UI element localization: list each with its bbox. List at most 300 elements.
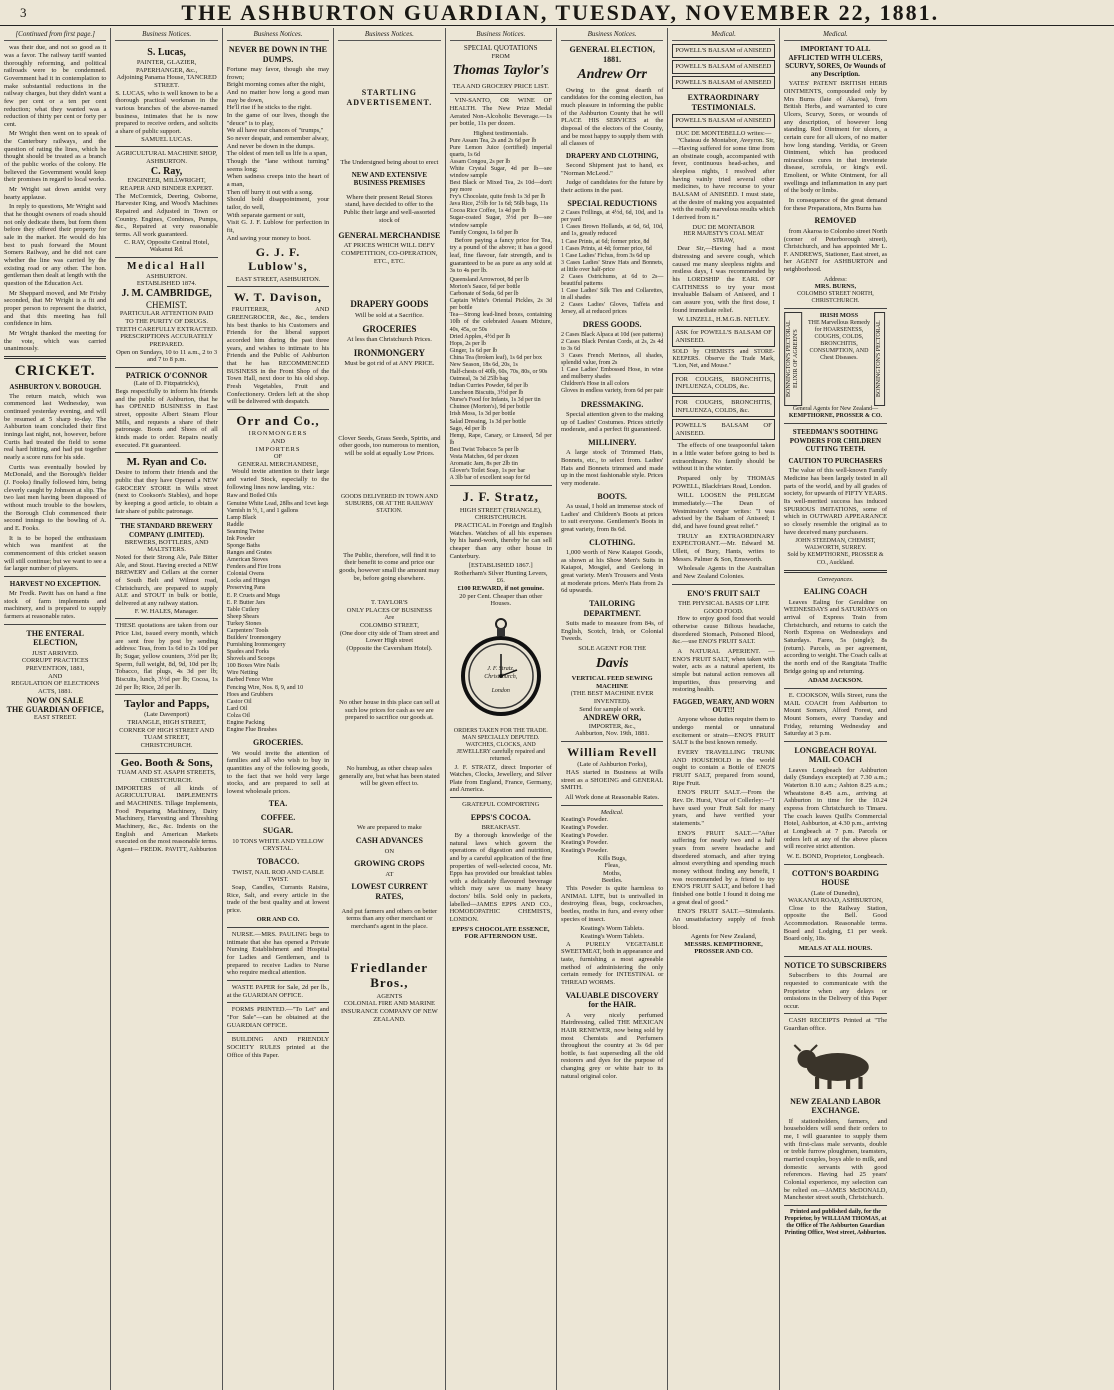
irish-moss: IRISH MOSS — [819, 312, 859, 320]
price-item: New Season, 18s 6d, 20s, 1s — [449, 361, 518, 368]
advert-body: THESE quotations are taken from our Price List, issued every month, which are sent free by post by sending address: Teas, from 1s 6d to 2s 10d per lb; Sugar, yellow counters, 3½d per lb; Sperm, full weight, 8d, 9d, 10d per lb; Tobacco, flat plugs, 4s 3d per lb; Biscuits, lunch, 3½d per lb; Cocoa, 1s 2d per lb; Rice, 2d per lb. — [115, 622, 218, 691]
groceries-body: We would invite the attention of families and all who wish to buy in quantities any of the following goods, to the fact that we hold very large stocks, and are prepared to sell at lowest wholesale prices. — [226, 749, 330, 795]
taylor-line: (Opposite the Caversham Hotel). — [346, 644, 433, 652]
drapery-heading: DRAPERY GOODS — [350, 299, 429, 310]
orr-body: Would invite attention to their large and varied Stock, especially to the following lines now landing, viz.: — [226, 468, 330, 491]
price-item: Salad Dressing, 1s 3d per bottle — [449, 418, 526, 425]
grateful-line: GRATEFUL COMFORTING — [462, 801, 540, 809]
price-item: Fry's Chocolate, quite fresh 1s 3d per lb — [449, 194, 546, 201]
keating-line: Keating's Powder. — [560, 816, 608, 824]
poem-line: Then off hurry it out with a song. — [226, 188, 314, 196]
taylor-line: T. TAYLOR'S — [371, 598, 408, 606]
advert-line: PAINTER, GLAZIER, PAPERHANGER, &c., — [136, 59, 198, 74]
column-2 — [111, 28, 222, 1390]
kempthorne-line: KEMPTHORNE, PROSSER & CO. — [788, 413, 883, 420]
cottons-heading: COTTON'S BOARDING HOUSE — [791, 868, 880, 888]
election-line: REGULATION OF ELECTIONS ACTS, 1881. — [11, 680, 100, 695]
proprietor-line: Prepared only by THOMAS POWELL, Blackfriars Road, London. — [672, 475, 775, 490]
rates-heading: LOWEST CURRENT RATES, — [351, 882, 428, 901]
dressmaking-heading: DRESSMAKING. — [580, 399, 644, 409]
harvest-paragraph: Mr Fredk. Pavitt has on hand a fine stock of farm implements and machinery, and is prepared to supply farmers at reasonable rates. — [4, 590, 107, 621]
price-item: Sugar-coated Sugar, 3½d per lb—see window sample — [449, 215, 552, 229]
orr-list-item: Castor Oil — [226, 698, 252, 705]
valuable-heading: VALUABLE DISCOVERY for the HAIR. — [565, 990, 659, 1010]
boots-heading: BOOTS. — [597, 491, 627, 501]
poem-line: With separate garment or suit, — [226, 211, 306, 219]
price-item: Indian Curries Powder, 6d per lb — [449, 383, 528, 390]
farmers-line: And put farmers and others on better terms than any other merchant or merchant's agent in the place. — [341, 907, 438, 930]
yates-body: YATES' PATENT BRITISH HERB OINTMENTS, compounded only by Mrs Burns (late of Akaroa), from British Herbs, and warranted to cure Ulcers, Scurvy, Sores, or wounds of any description, of however long standing. Red Ointment for ulcers, a certain cure for all ulcers, of no matter how long standing. Veridia, or Green Ointment, which has produced miraculous cures in that inveterate disease, scrofula, or king's evil. Emolient, or White Ointment, for all swellings and inflammation in any part of the body or limbs. — [783, 80, 888, 195]
price-item: A 3lb bar of excellent soap for 6d — [449, 475, 531, 482]
price-item: Carbonate of Soda, 6d per lb — [449, 291, 519, 298]
cricket-heading: CRICKET. — [14, 362, 96, 379]
from-line: FROM — [491, 52, 510, 60]
price-item: Irish Moss, 1s 3d per bottle — [449, 411, 516, 418]
orr-list-item: Lard Oil — [226, 705, 248, 712]
reduction-item: 1 Case Prints, at 6d; former price, 8d — [560, 238, 650, 245]
conseq-line: In consequence of the great demand for these Preparations, Mrs Burns has — [783, 197, 888, 212]
election-heading: GENERAL ELECTION, 1881. — [569, 45, 655, 64]
advert-line: BREWERS, BOTTLERS, AND MALTSTERS. — [124, 538, 209, 554]
special-heading: SPECIAL QUOTATIONS — [463, 44, 538, 53]
eno-body: How to enjoy good food that would otherwise cause Bilious headache, disordered Stomach, Poisoned Blood, &c.—use ENO'S FRUIT SALT. — [672, 615, 775, 646]
tobacco-line: TWIST, NAIL ROD AND CABLE TWIST. — [232, 868, 324, 884]
sold-by: Sold by KEMPTHORNE, PROSSER & CO., Auckland. — [787, 552, 884, 566]
price-item: Nurse's Food for Infants, 1s 3d per tin — [449, 397, 541, 404]
marvellous-line: THE Marvellous Remedy for HOARSENESS, COUGHS, COLDS, BRONCHITIS, CONSUMPTION, AND Chest Diseases. — [807, 319, 870, 362]
cricket-subheading: ASHBURTON V. BOROUGH. — [9, 382, 101, 391]
orr-list-item: Carpenters' Tools — [226, 627, 269, 634]
advert-line: AGRICULTURAL MACHINE SHOP, ASHBURTON. — [116, 150, 217, 165]
notice-heading: NOTICE TO SUBSCRIBERS — [784, 960, 887, 970]
advert-body: S. LUCAS, who is well known to be a thorough practical workman in the various branches of the above-named business, intimates that he is now prepared to receive orders, and solicits a share of public support. — [115, 89, 218, 135]
natural-body: A NATURAL APERIENT. — ENO'S FRUIT SALT, when taken with water, acts as a natural aperient, its simple but natural action removes all impurities, thus preserving and restoring health. — [672, 648, 775, 694]
price-item: Vesta Matches, 6d per dozen — [449, 453, 519, 460]
on-line: ON — [384, 847, 395, 855]
advert-line: CHRISTCHURCH. — [140, 741, 193, 749]
orr-list-item: Turkey Stones — [226, 620, 262, 627]
steedman-heading: STEEDMAN'S SOOTHING POWDERS FOR CHILDREN CUTTING TEETH. — [789, 428, 882, 453]
bonnington-box — [784, 312, 887, 406]
steedman-sign: JOHN STEEDMAN, CHEMIST, WALWORTH, SURREY. — [795, 538, 876, 552]
dress-item: 1 Case Ladies' Embossed Hose, in wine and mulberry shades — [560, 367, 664, 381]
davis-sub: (THE BEST MACHINE EVER INVENTED). — [570, 690, 654, 706]
epps-heading: EPPS'S COCOA. — [470, 812, 531, 822]
price-item: Dried Apples, 4½d per lb — [449, 333, 511, 340]
tailoring-body: Suits made to measure from 84s, of English, Scotch, Irish, or Colonial Tweeds. — [560, 619, 664, 643]
boots-body: As usual, I hold an immense stock of Ladies' and Children's Boots at prices to suit everyone. Gentlemen's Boots in great variety, from 8s 6d. — [560, 503, 664, 534]
dress-item: Children's Hose in all colors — [560, 381, 630, 388]
orr-line: IMPORTERS — [255, 445, 301, 453]
stimulants-body: ENO'S FRUIT SALT.—Stimulants. An unsatisfactory supply of fresh blood. — [672, 908, 775, 931]
price-item: Best Black or Mixed Tea, 2s 10d—don't pay more — [449, 180, 552, 194]
pocket-watch-icon — [455, 614, 547, 722]
column-head: [Continued from first page.] — [4, 28, 106, 41]
poem-line: When sadness creeps into the heart of a man, — [226, 173, 330, 188]
price-item: Sago, 4d per lb — [449, 425, 486, 432]
agents-head: Wholesale Agents in the Australian and New Zealand Colonies. — [672, 565, 775, 580]
drapery-clothing: DRAPERY AND CLOTHING, — [566, 151, 659, 160]
andrew-body: Owing to the great dearth of candidates for the coming election, has much pleasure in informing the public of the Ashburton County that he will PLACE HIS SERVICES at the disposal of the electors of the County, and be most happy to supply them with all classes of — [560, 86, 664, 148]
lady-body: Dear Sir,—Having had a most distressing and severe cough, which caused me many sleepless nights and restless days, I was recommended by his LORDSHIP the EARL OF CAITHNESS to try your most invaluable Balsam of Aniseed, and I can assure you, with the first dose, I found immediate relief. — [672, 245, 775, 314]
conveyances-heading: Conveyances. — [817, 575, 854, 583]
valuable-body: A very nicely perfumed Hairdressing, called THE MEXICAN HAIR RENEWER, now being sold by most Chemists and Perfumers throughout the country at 3s 6d per bottle, is fast superseding all the old restorers and dyes for the purpose of changing grey or white hair to its natural original color. — [560, 1011, 664, 1080]
orr-list-item: 100 Boxes Wire Nails — [226, 663, 280, 670]
powell-line: POWELL'S BALSAM of ANISEED — [672, 60, 774, 74]
watch-side-left: MAN SPECIALLY DEPUTED. — [462, 735, 540, 742]
column-head: Business Notices. — [115, 28, 217, 41]
eno-sub: GOOD FOOD. — [703, 607, 744, 615]
orr-list-item: Fencing Wire, Nos. 8, 9, and 10 — [226, 684, 304, 691]
breakfast-line: BREAKFAST. — [481, 824, 521, 832]
stock-line: Send for sample of work. — [579, 705, 646, 713]
longbeach-heading: LONGBEACH ROYAL MAIL COACH — [794, 745, 877, 765]
burns-name: MRS. BURNS, — [814, 283, 857, 291]
longbeach-body: Leaves Longbeach for Ashburton daily (Sundays excepted) at 7.30 a.m.; Waterton 8.10 a.m.; Ashton 8.25 a.m.; Wheatstone 8.45 a.m., arriving at Ashburton in time for the 10.24 express from Christchurch to Timaru. The coach leaves Quill's Commercial Hotel, Ashburton, at 4.30 p.m., arriving at Longbeach at 7 p.m. Parcels or orders left at any of the above places will receive strict attention. — [783, 766, 888, 851]
vin-santo: VIN-SANTO, OR WINE OF HEALTH. The New Prize Medal Aerated Non-Alcoholic Beverage.—1s per bottle, 11s per dozen. — [449, 97, 552, 128]
orr-line: IRONMONGERS — [248, 430, 308, 438]
orr-list-item: Wire Netting — [226, 670, 259, 677]
election-line: NOW ON SALE — [26, 695, 84, 705]
cookson-body: E. COOKSON, Wills Street, runs the MAIL COACH from Ashburton to Mount Somers, Alford Forest, and Mount Somers, every Tuesday and Friday, returning Wednesday and Saturday at 3 p.m. — [783, 691, 888, 738]
kills-line: Fleas, — [604, 862, 620, 870]
worm-line: Keating's Worm Tablets. — [580, 925, 644, 933]
orr-list-item: Hoes and Grubbers — [226, 691, 274, 698]
advert-line: PRESCRIPTIONS ACCURATELY PREPARED. — [120, 333, 213, 349]
highest-line: Highest testimonials. — [473, 129, 529, 137]
advert-line: PARTICULAR ATTENTION PAID TO THE PURITY OF DRUGS. — [119, 310, 214, 326]
duc-line: DUC DE MONTEBELLO writes:— — [675, 129, 772, 137]
eno-sub: THE PHYSICAL BASIS OF LIFE — [677, 600, 770, 608]
advert-name: Medical Hall — [126, 260, 207, 272]
column-1 — [0, 28, 111, 1390]
clothing-body: 1,000 worth of New Kaiapoi Goods, as shown at his Show Men's Suits in Kaiapoi, Mosgiel, and Geelong in great variety. Men's Trousers and Vests at moderate prices. Men's Hats from 2s 6d upwards. — [560, 549, 664, 595]
advert-body: The McCormick, Deering, Osborne, Harvester King, and Wood's Machines Repaired and Adjusted in Town or Country. Engines, Combines, Pumps, &c., Repaired at very reasonable terms. All work guaranteed. — [115, 192, 218, 238]
friedlander-name: Friedlander Bros., — [350, 960, 429, 991]
kills-line: Moths, — [603, 869, 622, 877]
orr-list-item: Ranges and Grates — [226, 550, 272, 557]
powell-body: The effects of one teaspoonful taken in a little water before going to bed is extraordinary. No family should be without it in the winter. — [672, 442, 775, 473]
duc-sign: DUC DE MONTABOR — [692, 223, 755, 231]
millinery-body: A large stock of Trimmed Hats, Bonnets, etc., to select from. Ladies' Hats and Bonnets trimmed and made up in the most fashionable style. Prices very moderate. — [560, 449, 664, 487]
prices-line: AT PRICES WHICH WILL DEFY COMPETITION, CO-OPERATION, ETC., ETC. — [341, 242, 438, 265]
cottons-sub: (Late of Dunedin), — [811, 889, 860, 897]
orr-list-item: Genuine White Lead, 28lbs and 1cwt kegs — [226, 500, 329, 507]
price-item: Oatmeal, 3s 3d 25lb bag — [449, 376, 509, 383]
where-line: Where their present Retail Stores stand, have decided to offer to the Public their large and well-assorted stock of — [343, 193, 436, 224]
watch-side-left: ORDERS TAKEN FOR THE TRADE. — [453, 728, 548, 735]
price-item: Glover's Toilet Soap, 1s per bar — [449, 468, 526, 475]
orr-list-item: Shovels and Scoops — [226, 656, 275, 663]
groceries-line: At less than Christchurch Prices. — [346, 336, 432, 344]
drapery-line: Will be sold at a Sacrifice. — [355, 311, 424, 319]
orr-date: Ashburton, Nov. 19th, 1881. — [575, 730, 650, 738]
price-item: Ginger, 1s 6d per lb — [449, 347, 498, 354]
poem-line: He'll rise if he sticks to the right. — [226, 104, 312, 112]
ask-line: SOLD by CHEMISTS and STORE-KEEPERS. Observe the Trade Mark, "Lion, Net, and Mouse." — [672, 349, 775, 370]
lublow-name: G. J. F. Lublow's, — [248, 245, 308, 274]
worm-line: Keating's Worm Tablets. — [580, 933, 644, 941]
watch-label: London — [491, 688, 510, 695]
poem-line: So never despair, and remember alway, — [226, 135, 329, 143]
epps-body: By a thorough knowledge of the natural laws which govern the operations of digestion and nutrition, and by a careful application of the fine properties of well-selected cocoa, Mr. Epps has provided our breakfast tables with a delicately flavoured beverage which may save us many heavy doctors' bills. Sold only in packets, labelled—JAMES EPPS AND CO., HOMOEOPATHIC CHEMISTS, LONDON. — [449, 831, 552, 924]
stratz-cheaper: 20 per Cent. Cheaper than other Houses. — [459, 592, 543, 608]
column-head: Business Notices. — [227, 28, 329, 41]
stratz-established: [ESTABLISHED 1867.] — [468, 562, 533, 570]
phlegm-body: WILL LOOSEN the PHLEGM immediately.—The Dean of Westminster's verger writes: "I was advised by the Balsam of Aniseed; I did, and have found great relief." — [672, 492, 775, 531]
dress-item: 2 Cases Black Alpaca at 10d (see patterns) — [560, 331, 664, 338]
advert — [115, 453, 217, 519]
advert-line: ENGINEER, MILLWRIGHT, REAPER AND BINDER EXPERT. — [120, 177, 214, 193]
article-paragraph: was their due, and not so good as it was a favor. The railway tariff wanted thoroughly reforming, and political railroads were to be condemned. Government had it in contemplation to make substantial reductions in the railway charges, but they didn't want a few per cent or a ten per cent reduction; what they wanted was a reduction of thirty per cent or forty per cent. — [4, 44, 107, 128]
ask-line: ASK for POWELL'S BALSAM OF ANISEED. — [672, 326, 774, 347]
orr-list-item: Raw and Boiled Oils — [226, 493, 277, 500]
price-item: Cocoa Rice Coffee, 1s 4d per lb — [449, 208, 527, 215]
advert-line: ASHBURTON. — [146, 272, 188, 280]
article-paragraph: The return match, which was commenced last Wednesday, was continued yesterday evening, and will be resumed at 5 sharp to-day. The Ashburton team concluded their first innings last night, not, however, before Curtis had treated the field to some real hard hitting, and had put together nearly a score runs for his side. — [4, 392, 107, 462]
price-item: Aromatic Jam, 8s per 2lb tin — [449, 461, 518, 468]
agents-firm: MESSRS. KEMPTHORNE, PROSSER AND CO. — [684, 940, 763, 956]
groceries-heading: GROCERIES. — [252, 738, 303, 748]
price-item: Pure Lemon Juice (certified) imperial quarts, 1s 6d — [449, 144, 552, 158]
second-shipment: Second Shipment just to hand, ex "Norman McLeod." — [560, 162, 664, 177]
orr-sign: ANDREW ORR, — [583, 713, 642, 723]
article-paragraph: Mr Wright then went on to speak of the Canterbury railways, and the question of rating the lines, which he thought should be treated as a branch of the public works of the colony. He believed the Government would keep their promises in regard to local works. — [4, 130, 107, 184]
powell-aniseed: POWELL'S BALSAM OF ANISEED. — [672, 419, 774, 440]
price-item: China Tea (broken leaf), 1s 6d per box — [449, 354, 543, 361]
coffee-heading: COFFEE. — [260, 812, 296, 822]
column-head: Business Notices. — [338, 28, 440, 41]
agents-line: AGENTS — [376, 992, 403, 1000]
advert-body: Desire to inform their friends and the public that they have Opened a NEW GROCERY STORE in Wills street (next to Cookson's Stables), and hope by keeping a good article, to obtain a fair share of public patronage. — [115, 469, 218, 515]
stratz-address: HIGH STREET (TRIANGLE), CHRISTCHURCH. — [459, 506, 542, 522]
price-list-heading: TEA AND GROCERY PRICE LIST. — [452, 82, 549, 90]
advert-line: (Late Davenport) — [144, 711, 190, 719]
orr-list-item: Sheep Shears — [226, 613, 259, 620]
election-heading: THE ENTERAL ELECTION, — [26, 628, 84, 648]
andrew-orr-title: Andrew Orr — [577, 67, 647, 83]
masthead — [0, 0, 1114, 26]
reduction-item: 2 Cases Frillings, at 4½d, 6d, 10d, and 1s per yard — [560, 210, 664, 224]
election-line: CORRUPT PRACTICES PREVENTION, 1881, — [21, 657, 89, 672]
stratz-rotherham: Rotherham's Silver Hunting Levers, £6. — [453, 569, 548, 585]
caution-heading: CAUTION TO PURCHASERS — [788, 457, 883, 466]
extraordinary-body: TRULY an EXTRAORDINARY EXPECTORANT.—Mr. Edward M. Ullett, of Bury, Hants, writes to Messrs. Palmer & Son, Emsworth. — [672, 532, 775, 563]
orr-name: Orr and Co., — [236, 412, 320, 428]
advert-body: IMPORTERS of all kinds of AGRICULTURAL IMPLEMENTS and MACHINES. Tillage Implements, Food Preparing Machinery, Dairy Machinery, Harvesting and Threshing Machinery, &c., &c. Indents on the English and American Markets executed on the most reasonable terms. — [115, 784, 218, 846]
eno-heading: ENO'S FRUIT SALT — [687, 588, 760, 598]
advert-sign: Agent— FREDK. PAVITT, Ashburton — [116, 846, 217, 854]
longbeach-sign: W. E. BOND, Proprietor, Longbeach. — [786, 852, 885, 860]
orr-line: GENERAL MERCHANDISE, — [237, 460, 319, 468]
price-item: Queensland Arrowroot, 8d per lb — [449, 276, 529, 283]
notice-body: Subscribers to this Journal are requested to communicate with the Proprietor when any delays or omissions in the Delivery of this Paper occur. — [783, 972, 888, 1010]
price-item: Hemp, Rape, Canary, or Linseed, 5d per lb — [449, 432, 552, 446]
advert-body: Noted for their Strong Ale, Pale Bitter Ale, and Stout. Having erected a NEW BREWERY and Cellars at the corner of South Belt and Wilmot road, Christchurch, are prepared to supply ALE and STOUT in bulk or bottle, delivered at any railway station. — [115, 554, 218, 608]
price-item: Morton's Sauce, 6d per bottle — [449, 284, 521, 291]
taylor-line: COLOMBO STREET, — [359, 621, 419, 629]
eno-fruit-body: ENO'S FRUIT SALT.—"After suffering for nearly two and a half years from severe headache and disordered stomach, and after trying almost everything and spending much money without finding any benefit, I was recommended by a friend to try ENO'S FRUIT SALT, and before I had finished one bottle I found it doing me a great deal of good." — [672, 829, 775, 906]
orr-list-item: Lamp Black — [226, 514, 257, 521]
advert-line: (Late of D. Fitzpatrick's), — [133, 380, 200, 388]
kills-line: Beetles. — [601, 877, 623, 885]
column-7 — [668, 28, 779, 1390]
ironmongery-heading: IRONMONGERY — [353, 347, 425, 358]
fagged-heading: FAGGED, WEARY, AND WORN OUT!!! — [672, 697, 775, 715]
advert — [115, 519, 217, 619]
removed-heading: REMOVED — [814, 216, 857, 226]
advert — [115, 258, 217, 368]
keating-line: Keating's Powder. — [560, 839, 608, 847]
at-line: AT — [385, 870, 394, 878]
advert — [115, 368, 217, 453]
orr-list-item: E. P. Butter Jars — [226, 599, 265, 606]
dress-goods-heading: DRESS GOODS. — [582, 320, 642, 330]
advert — [115, 619, 217, 695]
poem-line: Should bold disappointment, your tailor, do well, — [226, 196, 330, 211]
advert-name: THE STANDARD BREWERY COMPANY (LIMITED). — [120, 522, 213, 539]
public-line: The Public, therefore, will find it to their benefit to come and price our goods, however small the amount may be, before going elsewhere. — [339, 551, 440, 582]
advert-body: Open on Sundays, 10 to 11 a.m., 2 to 3 and 7 to 8 p.m. — [116, 348, 218, 364]
before-line: Before paying a fancy price for Tea, try a pound of the above; it has a good leaf, fine flavour, fair strength, and is guaranteed to be as pure as any sold at 3s to 4s per lb. — [449, 236, 552, 275]
article-paragraph: It is to be hoped the enthusiasm which was manifest at the commencement of this cricket season will still continue; but we want to see a far larger number of players. — [4, 534, 107, 573]
price-item: Half-chests of 40lb, 60s, 70s, 80s, or 90s — [449, 369, 548, 375]
reduction-item: 2 Cases Ostrichums, at 6d to 2s—beautiful patterns — [560, 273, 664, 287]
davison-name: W. T. Davison, — [233, 290, 323, 305]
taylor-title: Thomas Taylor's — [452, 63, 549, 79]
orr-list-item: Ink Powder — [226, 535, 255, 542]
bonnington-side-right: BONNINGTON'S PECTORAL — [874, 312, 885, 406]
election-line: JUST ARRIVED. — [31, 649, 79, 657]
advert — [115, 695, 217, 753]
poem-line: In the game of our lives, though the "deuce" is to play, — [226, 112, 330, 127]
medical-heading: Medical. — [600, 808, 624, 816]
advert-name: Taylor and Papps, — [123, 698, 210, 711]
orr-list-item: Engine Packing — [226, 719, 265, 726]
reduction-item: 1 Cases Brown Hollands, at 6d, 6d, 10d, and 1s, greatly reduced — [560, 224, 664, 238]
advert-line: ESTABLISHED 1874. — [136, 280, 197, 288]
orr-title: IMPORTER, &c., — [588, 722, 636, 730]
article-paragraph: Mr Sheppard moved, and Mr Frisby seconded, that Mr Wright is a fit and proper person to represent the district, and that this meeting has full confidence in him. — [4, 289, 107, 328]
traveling-body: EVERY TRAVELLING TRUNK AND HOUSEHOLD in the world ought to contain a Bottle of ENO'S FRUIT SALT, prepared from sound, Ripe Fruit. — [672, 749, 775, 787]
orr-line: AND — [270, 437, 286, 445]
advert — [115, 147, 217, 258]
clover-line: Clover Seeds, Grass Seeds, Spirits, and other goods, too numerous to mention, will be sold at equally Low Prices. — [338, 434, 441, 457]
advert-name: S. Lucas, — [147, 47, 186, 59]
advert-body: Begs respectfully to inform his friends and the public of Ashburton, that he has OPENED BUSINESS in East street, opposite Albert Steam Flour Mills, and requests a share of their patronage. Boots and Shoes of all kinds made to order. Repairs neatly executed. Fit guaranteed. — [115, 388, 218, 449]
keating-line: Keating's Powder. — [560, 831, 608, 839]
davison-body: FRUITERER, AND GREENGROCER, &c., &c., tenders his best thanks to his Customers and Friends for the liberal support accorded him during the past three years, and wishes to intimate to his Friends and the Public of Ashburton that he has RECOMMENCED BUSINESS in the Front Shop of the Town Hall, next door to his old shop. Fresh Vegetables, Fruit and Confectionery. Orders left at the shop will be delivered with despatch. — [226, 306, 330, 406]
orr-list-item: Colza Oil — [226, 712, 250, 719]
advert — [115, 44, 217, 147]
extraordinary-heading: EXTRAORDINARY TESTIMONIALS. — [687, 93, 760, 112]
advert-line: CHEMIST. — [146, 299, 188, 310]
advert-line: TRIANGLE, HIGH STREET, — [127, 718, 206, 726]
caution-body: The value of this well-known Family Medicine has been largely tested in all parts of the world, and by all grades of society, for upwards of FIFTY YEARS. Its well-merited success has induced SPURIOUS IMITATIONS, some of which in OUTWARD APPEARANCE so closely resemble the original as to have deceived many purchasers. — [783, 467, 888, 536]
price-item: Luncheon Biscuits, 3½d per lb — [449, 390, 524, 397]
masthead-title: THE ASHBURTON GUARDIAN, TUESDAY, NOVEMBER 22, 1881. — [181, 0, 940, 25]
article-paragraph: In reply to questions, Mr Wright said that he thought owners of roads should not only dedicate them, but form them before they offered their property for sale in the market. He would do his best to push forward the Mount Somers Railway, and he did not care whether the line was carried by the existing road or any other. The hon. gentleman then dealt at length with the question of the Education Act. — [4, 203, 107, 287]
duc-body: "Chateau de Montabor, Aveyron. Sir,—Having suffered for some time from an obstinate cough, accompanied with fever, continuous head-aches, and sleepless nights, I resolved after having vainly tried several other medicines, to have recourse to your BALSAM of ANISEED. I must state, at the desire of making you acquainted with the really marvelous results which I derived from it." — [672, 137, 775, 221]
coach-sign: ADAM JACKSON. — [808, 677, 863, 685]
clothing-heading: CLOTHING. — [589, 537, 636, 547]
epps-essence: EPPS'S CHOCOLATE ESSENCE, FOR AFTERNOON USE. — [451, 925, 550, 941]
orr-list-item: Fenders and Fire Irons — [226, 564, 281, 571]
tobacco-body: Soap, Candles, Currants Raisins, Rice, Salt, and every article in the trade of the best quality and at lowest price. — [226, 883, 330, 914]
poem-line: Bright morning comes after the night, — [226, 81, 325, 89]
advert-name: C. Ray, — [150, 165, 183, 177]
price-item: Chutnee (Morton's), 9d per bottle — [449, 404, 530, 411]
address-label: Address: — [823, 275, 847, 283]
poem-line: We all have our chances of "trumps," — [226, 127, 324, 135]
startling-heading: STARTLING ADVERTISEMENT. — [346, 88, 433, 107]
tailoring-heading: TAILORING DEPARTMENT. — [583, 599, 641, 618]
watch-label: J. F. Stratz, — [487, 666, 515, 673]
special-reductions-heading: SPECIAL REDUCTIONS — [567, 198, 657, 208]
stratz-name: J. F. Stratz, — [462, 489, 539, 505]
advert — [115, 754, 217, 857]
stratz-body: PRACTICAL in Foreign and English Watches. Watches of all his expenses by his hand-work, thereby he can sell cheaper than any other house in Canterbury. — [449, 521, 552, 560]
ox-illustration-icon — [784, 1037, 887, 1093]
election-line: AND — [48, 672, 63, 680]
advert-sign: SAMUEL LUCAS. — [141, 135, 193, 143]
powell-line: POWELL'S BALSAM of ANISEED — [672, 44, 774, 58]
orr-list-item: Seaming Twine — [226, 528, 265, 535]
keating-line: Keating's Powder. — [560, 823, 608, 831]
column-8 — [780, 28, 891, 1390]
column-head: Business Notices. — [450, 28, 552, 41]
revell-body: HAS started in Business at Wills street as a SHOEING and GENERAL SMITH. — [560, 768, 664, 792]
keating-body: This Powder is quite harmless to ANIMAL LIFE, but is unrivalled in destroying fleas, bugs, cockroaches, beetles, moths in furs, and every other species of insect. — [560, 885, 664, 923]
keating-line: Keating's Powder. — [560, 846, 608, 854]
sugar-line: 10 TONS WHITE AND YELLOW CRYSTAL. — [232, 837, 324, 853]
orr-list-item: Builders' Ironmongery — [226, 635, 282, 642]
poem-line: And no matter how long a good man may be down, — [226, 89, 330, 104]
reduction-item: 2 Cases Ladies' Gloves, Taffeta and Jersey, all at reduced prices — [560, 302, 664, 316]
meals-line: MEALS AT ALL HOURS. — [798, 945, 873, 953]
forms-notice: FORMS PRINTED.—"To Let" and "For Sale"—can be obtained at the GUARDIAN OFFICE. — [226, 1006, 330, 1029]
advert-name: J. M. CAMBRIDGE, — [121, 288, 212, 300]
dress-item: 2 Cases Black Persian Cords, at 2s, 2s 4d to 3s 6d — [560, 338, 664, 352]
poem-title: NEVER BE DOWN IN THE DUMPS. — [228, 45, 328, 64]
fagged-body: Anyone whose duties require them to undergo mental or unnatural excitement or strain—ENO'S FRUIT SALT is the best known remedy. — [672, 716, 775, 747]
merchandise-heading: GENERAL MERCHANDISE — [338, 230, 441, 240]
advert-line: TEETH CAREFULLY EXTRACTED. — [115, 325, 218, 333]
advert-line: CORNER OF HIGH STREET AND TUAM STREET, — [119, 726, 215, 742]
price-item: Assam Congou, 2s per lb — [449, 158, 511, 165]
sugar-heading: SUGAR. — [262, 826, 293, 836]
revell-sub: (Late of Ashburton Forks), — [577, 761, 647, 769]
revell-line: All Work done at Reasonable Rates. — [565, 793, 660, 801]
orr-list-item: Engine Flue Brushes — [226, 727, 277, 734]
price-item: Best Twist Tobacco 5s per lb — [449, 446, 519, 453]
groceries-heading: GROCERIES — [362, 323, 417, 334]
tobacco-heading: TOBACCO. — [256, 857, 300, 867]
worm-body: A PURELY VEGETABLE SWEETMEAT, both in appearance and taste, furnishing a most agreeable method of administering the only certain remedy for INTESTINAL or THREAD WORMS. — [560, 940, 664, 986]
price-item: White Crystal Sugar, 4d per lb—see window sample — [449, 165, 552, 179]
davis-sub: VERTICAL FEED SEWING MACHINE — [571, 675, 653, 690]
coughs-line: FOR COUGHS, BRONCHITIS, INFLUENZA, COLDS, &c. — [672, 373, 774, 394]
dress-item: Gloves in endless variety, from 6d per pair — [560, 388, 664, 395]
other-house-line: No other house in this place can sell at such low prices for cash as we are prepared to sacrifice our goods at. — [339, 699, 440, 722]
cottons-body: Close to the Railway Station, opposite the Bell. Good Accommodation. Reasonable terms. Board and Lodging, £1 per week. Board only, 18s. — [783, 904, 888, 943]
price-item: Pure Assam Tea, 2s and 2s 6d per lb — [449, 137, 537, 144]
stratz-reward: £100 REWARD, if not genuine. — [457, 585, 544, 593]
advert-line: TUAM AND ST. ASAPH STREETS, CHRISTCHURCH. — [117, 769, 216, 785]
advert-name: PATRICK O'CONNOR — [125, 371, 208, 381]
reduction-item: 3 Cases Ladies' Straw Hats and Bonnets, at little over half-price — [560, 259, 664, 273]
columns — [0, 28, 1114, 1390]
